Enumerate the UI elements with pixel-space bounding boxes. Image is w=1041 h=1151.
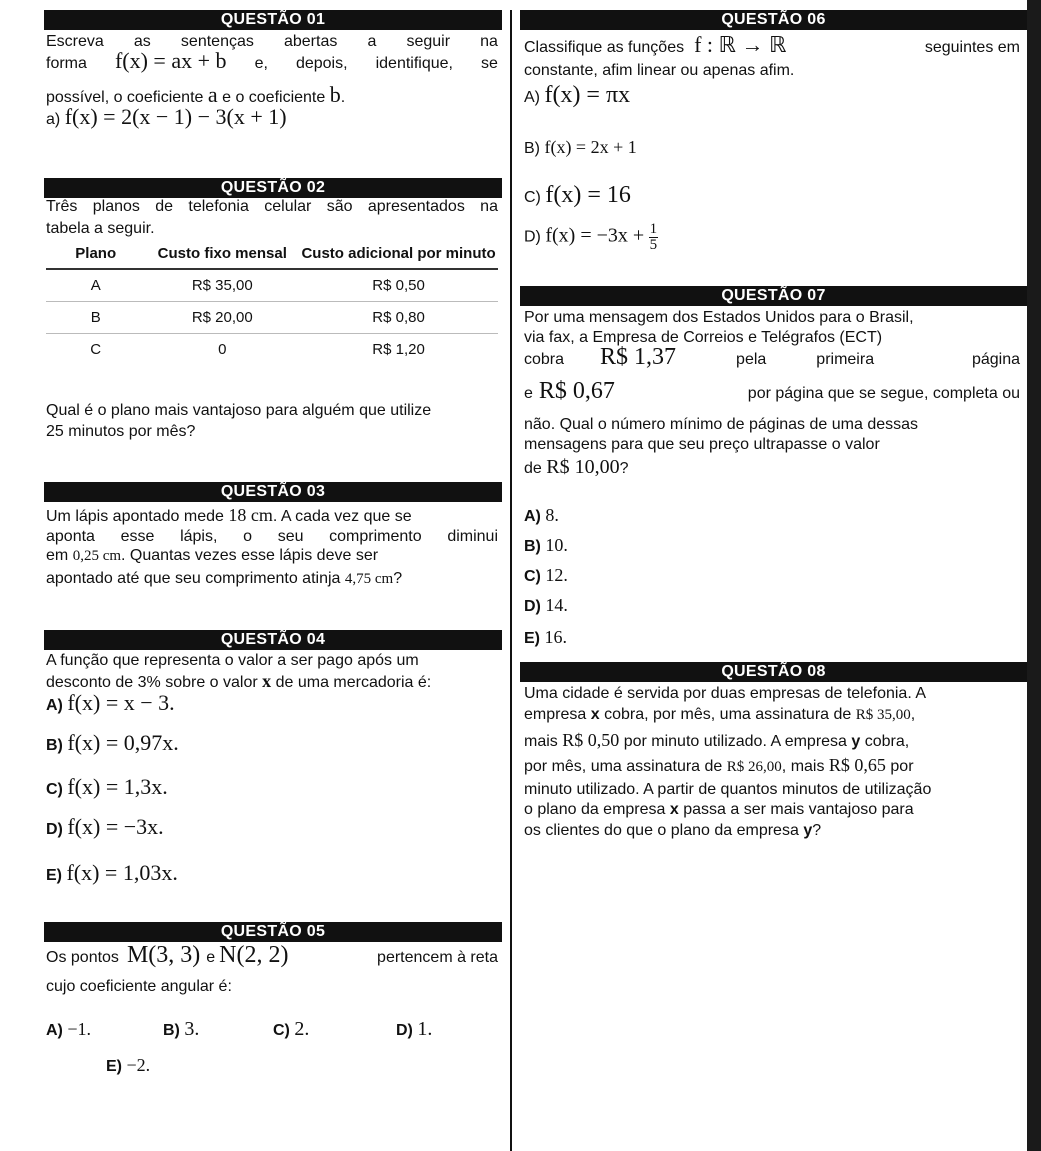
option-math: f(x) = πx [544, 82, 631, 108]
option-math: f(x) = 16 [545, 182, 631, 208]
q07-option-b [524, 536, 568, 556]
q06-text: Classifique as funções [524, 39, 685, 56]
q01-word: na [480, 33, 498, 50]
q05-option-c [273, 1020, 309, 1040]
q07-option-a [524, 506, 559, 526]
option-value: 3. [184, 1018, 200, 1040]
option-label: B) [524, 538, 541, 555]
table-header-cell: Plano [46, 242, 145, 269]
q02-word: de [155, 198, 174, 215]
q01-word: se [481, 55, 498, 72]
q08-math: R$ 0,65 [828, 755, 886, 775]
q08-math: R$ 26,00 [726, 759, 782, 775]
option-math: f(x) = 0,97x. [67, 730, 179, 755]
q04-line1: A função que representa o valor a ser pago após um [46, 652, 419, 669]
q08-text: , [910, 706, 916, 723]
q03-text: apontado até que seu comprimento atinja [46, 570, 341, 587]
q01-text: e o coeficiente [222, 89, 326, 106]
q02-word: celular [264, 198, 312, 215]
q03-text: Um lápis apontado mede [46, 508, 224, 525]
q08-text: por [890, 758, 914, 775]
q02-word: são [326, 198, 353, 215]
q02-word: Três [46, 198, 78, 215]
table-cell: R$ 0,50 [299, 269, 498, 301]
option-label: D) [524, 598, 541, 615]
q01-word: identifique, [375, 55, 453, 72]
option-math: f(x) = x − 3. [67, 690, 175, 715]
option-math: f(x) = −3x. [67, 814, 164, 839]
table-cell: R$ 0,80 [299, 301, 498, 333]
option-math: f(x) = 1,3x. [67, 774, 168, 799]
q08-company-y: y [851, 733, 861, 750]
q05-header: QUESTÃO 05 [44, 922, 502, 942]
q04-option-b [46, 730, 179, 755]
q08-text: cobra, por mês, uma assinatura de [604, 706, 852, 723]
q03-word: o [243, 528, 253, 545]
q01-line2 [46, 48, 498, 73]
option-label: E) [106, 1058, 122, 1075]
q03-text: em [46, 547, 69, 564]
q06-fraction [649, 222, 659, 253]
option-label: C) [524, 568, 541, 585]
q05-option-d [396, 1020, 432, 1040]
q02-word: telefonia [188, 198, 249, 215]
table-header-cell: Custo fixo mensal [145, 242, 299, 269]
option-label: B) [524, 140, 540, 157]
q06-option-d [524, 222, 658, 253]
q01-word: Escreva [46, 33, 104, 50]
q08-header: QUESTÃO 08 [520, 662, 1027, 682]
q01-form-math: f(x) = ax + b [114, 48, 227, 73]
q07-option-c [524, 566, 568, 586]
option-value: −2. [126, 1055, 151, 1075]
q08-line6 [524, 801, 914, 819]
q08-line3 [524, 731, 909, 751]
option-label: B) [163, 1022, 180, 1039]
option-label: D) [46, 821, 63, 838]
q07-math: R$ 0,67 [538, 378, 615, 404]
q03-line4 [46, 570, 402, 588]
q05-option-a [46, 1020, 91, 1040]
q08-company-y: y [803, 822, 813, 839]
q02-question-line2: 25 minutos por mês? [46, 423, 196, 440]
q02-header: QUESTÃO 02 [44, 178, 502, 198]
option-label: C) [524, 189, 541, 206]
q08-line1: Uma cidade é servida por duas empresas de telefonia. A [524, 685, 927, 702]
q01-text: . [340, 89, 346, 106]
q04-header: QUESTÃO 04 [44, 630, 502, 650]
table-cell: R$ 20,00 [145, 301, 299, 333]
q03-word: esse [120, 528, 155, 545]
column-divider [510, 10, 512, 1151]
q06-text: seguintes em [924, 39, 1020, 56]
q08-text: por minuto utilizado. A empresa [623, 733, 847, 750]
q08-line4 [524, 756, 914, 776]
q07-line6: mensagens para que seu preço ultrapasse o valor [524, 436, 880, 453]
q05-option-b [163, 1020, 199, 1040]
option-value: −1. [67, 1019, 91, 1039]
option-value: 16. [544, 627, 567, 647]
q01-word: a [367, 33, 377, 50]
q08-text: empresa [524, 706, 587, 723]
q08-line2 [524, 706, 915, 724]
option-label: A) [524, 89, 540, 106]
q07-text: por página que se segue, completa ou [747, 385, 1020, 402]
table-cell: 0 [218, 340, 227, 358]
q08-text: ? [812, 822, 822, 839]
q08-line7 [524, 822, 821, 840]
q01-item-math: f(x) = 2(x − 1) − 3(x + 1) [64, 104, 287, 129]
option-label: C) [273, 1022, 290, 1039]
q01-coef-a: a [207, 82, 218, 107]
option-value: 8. [545, 505, 559, 525]
table-header-cell: Custo adicional por minuto [299, 242, 498, 269]
q01-word: abertas [283, 33, 338, 50]
q02-word: apresentados [367, 198, 465, 215]
q06-option-a [524, 82, 631, 108]
q08-company-x: x [590, 706, 600, 723]
option-value: 14. [545, 595, 568, 615]
q04-line2 [46, 672, 431, 692]
q03-text: . A cada vez que se [272, 508, 412, 525]
option-label: A) [524, 508, 541, 525]
option-value: 10. [545, 535, 568, 555]
q05-point-n: N(2, 2) [219, 942, 289, 968]
q05-text: e [206, 949, 216, 966]
table-header-row [46, 242, 498, 269]
q04-option-a [46, 690, 175, 715]
option-value: 1. [417, 1018, 433, 1040]
option-label: A) [46, 1022, 63, 1039]
q02-question-line1: Qual é o plano mais vantajoso para alguém que utilize [46, 402, 432, 419]
q01-item-a [46, 104, 287, 129]
q02-word: na [480, 198, 498, 215]
q04-option-d [46, 814, 164, 839]
fraction-numerator: 1 [649, 221, 658, 237]
q03-word: lápis, [180, 528, 218, 545]
q07-line4 [524, 378, 1020, 404]
q07-word: primeira [816, 351, 875, 368]
table-row [46, 269, 498, 301]
q03-text: ? [393, 570, 403, 587]
q06-line1 [524, 32, 1020, 57]
q08-text: , mais [781, 758, 825, 775]
q03-header: QUESTÃO 03 [44, 482, 502, 502]
q07-text: de [524, 460, 542, 477]
q03-text: . Quantas vezes esse lápis deve ser [121, 547, 379, 564]
q04-option-e [46, 860, 178, 885]
option-label: D) [524, 228, 541, 246]
q07-text: cobra [524, 351, 565, 368]
q03-word: diminui [447, 528, 498, 545]
q07-word: página [971, 351, 1020, 368]
q03-line3 [46, 547, 378, 565]
option-label: E) [524, 630, 540, 647]
q07-option-d [524, 596, 568, 616]
q08-math: R$ 35,00 [855, 707, 911, 723]
plans-table [46, 242, 498, 365]
q06-math: f : ℝ → ℝ [694, 32, 787, 57]
q04-var-x: x [262, 671, 272, 691]
q07-line2: via fax, a Empresa de Correios e Telégrafos (ECT) [524, 329, 883, 346]
q07-line5: não. Qual o número mínimo de páginas de uma dessas [524, 416, 919, 433]
q08-company-x: x [669, 801, 679, 818]
q01-word: depois, [295, 55, 348, 72]
q03-word: seu [277, 528, 304, 545]
q06-option-c [524, 182, 631, 208]
q06-option-b [524, 138, 637, 158]
q08-text: mais [524, 733, 558, 750]
q05-text: pertencem à reta [377, 949, 498, 966]
q03-math: 0,25 cm [72, 548, 122, 564]
table-row [46, 333, 498, 365]
q01-word: e, [254, 55, 268, 72]
option-label: E) [46, 867, 62, 884]
q05-point-m: M(3, 3) [126, 942, 201, 968]
q04-option-c [46, 774, 168, 799]
q07-text: ? [619, 460, 629, 477]
table-row [46, 301, 498, 333]
option-label: B) [46, 737, 63, 754]
q06-line2: constante, afim linear ou apenas afim. [524, 62, 795, 79]
q08-text: passa a ser mais vantajoso para [683, 801, 914, 818]
right-edge-bar [1027, 0, 1041, 1151]
table-cell: C [90, 340, 102, 358]
q03-word: aponta [46, 528, 95, 545]
q08-text: por mês, uma assinatura de [524, 758, 723, 775]
fraction-denominator: 5 [649, 237, 658, 253]
q08-text: cobra, [864, 733, 910, 750]
q08-text: o plano da empresa [524, 801, 666, 818]
q02-intro-line1 [46, 198, 498, 216]
q05-text: Os pontos [46, 949, 119, 966]
q01-word: as [133, 33, 151, 50]
q03-word: comprimento [329, 528, 422, 545]
option-math: f(x) = 2x + 1 [544, 137, 637, 157]
option-label: C) [46, 781, 63, 798]
table-cell: A [46, 269, 145, 301]
table-cell: R$ 35,00 [145, 269, 299, 301]
option-math: f(x) = 1,03x. [66, 860, 178, 885]
q03-math: 4,75 cm [344, 571, 394, 587]
option-math: f(x) = −3x + [545, 224, 645, 247]
q05-line1 [46, 942, 498, 968]
q02-intro-line2: tabela a seguir. [46, 220, 155, 237]
q01-word: forma [46, 55, 87, 72]
q07-line1: Por uma mensagem dos Estados Unidos para o Brasil, [524, 309, 914, 326]
q01-word: seguir [406, 33, 451, 50]
q07-text: e [524, 385, 533, 402]
q08-math: R$ 0,50 [562, 730, 620, 750]
q07-line7 [524, 458, 629, 478]
q07-option-e [524, 628, 567, 648]
q06-header: QUESTÃO 06 [520, 10, 1027, 30]
q01-header: QUESTÃO 01 [44, 10, 502, 30]
q05-option-e [106, 1056, 150, 1076]
q04-text: desconto de 3% sobre o valor [46, 674, 258, 691]
q08-text: os clientes do que o plano da empresa [524, 822, 799, 839]
q04-text: de uma mercadoria é: [275, 674, 432, 691]
option-value: 12. [545, 565, 568, 585]
q03-line1 [46, 506, 412, 526]
option-value: 2. [294, 1018, 310, 1040]
table-cell: R$ 1,20 [372, 340, 425, 358]
q05-line2: cujo coeficiente angular é: [46, 978, 232, 995]
q07-line3 [524, 344, 1020, 370]
q03-line2 [46, 528, 498, 546]
q03-math: 18 cm [228, 505, 273, 525]
q08-line5: minuto utilizado. A partir de quantos minutos de utilização [524, 781, 932, 798]
q01-line1 [46, 33, 498, 51]
q07-word: pela [736, 351, 767, 368]
q01-text: possível, o coeficiente [46, 89, 204, 106]
q01-coef-b: b [329, 82, 341, 107]
q07-math: R$ 1,37 [600, 344, 677, 370]
option-label: A) [46, 697, 63, 714]
q01-word: sentenças [180, 33, 254, 50]
option-label: D) [396, 1022, 413, 1039]
q02-word: planos [92, 198, 140, 215]
table-cell: B [46, 301, 145, 333]
q01-item-label: a) [46, 111, 61, 128]
q07-math: R$ 10,00 [546, 456, 620, 478]
q07-header: QUESTÃO 07 [520, 286, 1027, 306]
